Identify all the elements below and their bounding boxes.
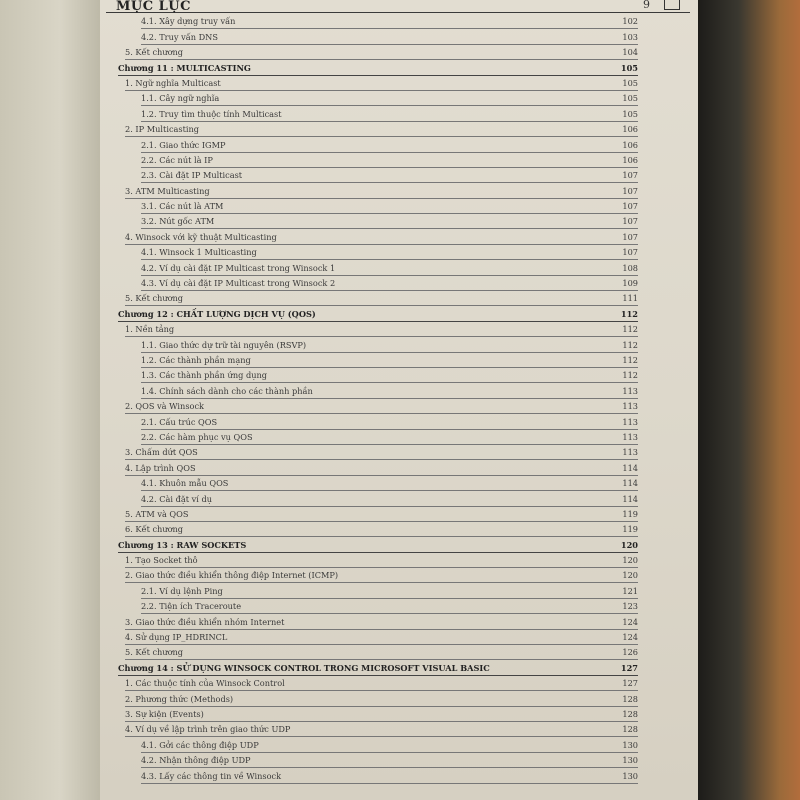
toc-leader-line: [141, 783, 638, 784]
toc-entry-label: Chương 14 : SỬ DỤNG WINSOCK CONTROL TRONG MICROSOFT VISUAL BASIC: [118, 662, 490, 673]
toc-entry-row: [110, 614, 638, 629]
toc-chapter-row: [110, 60, 638, 75]
toc-entry-page: 126: [622, 647, 638, 658]
toc-entry-row: [110, 214, 638, 229]
toc-entry-page: 124: [622, 616, 638, 627]
toc-entry-row: [110, 522, 638, 537]
toc-entry-page: 128: [622, 693, 638, 704]
toc-chapter-row: [110, 660, 638, 675]
toc-entry-row: [110, 106, 638, 121]
toc-entry-page: 111: [622, 293, 638, 304]
page-number: 9: [643, 0, 650, 11]
toc-chapter-row: [110, 306, 638, 321]
page-title: MỤC LỤC: [116, 0, 191, 14]
toc-entry-label: 2.2. Tiện ích Traceroute: [141, 601, 242, 612]
toc-entry-row: [110, 260, 638, 275]
toc-entry-label: 1.1. Cây ngữ nghĩa: [141, 93, 220, 104]
toc-entry-row: [110, 322, 638, 337]
toc-entry-page: 113: [622, 447, 638, 458]
toc-entry-label: 4.2. Truy vấn DNS: [141, 31, 218, 42]
toc-entry-row: [110, 353, 638, 368]
toc-entry-label: 1.4. Chính sách dành cho các thành phần: [141, 385, 313, 396]
toc-entry-label: 3. Chấm dứt QOS: [125, 447, 198, 458]
toc-entry-row: [110, 753, 638, 768]
toc-entry-label: 4.2. Cài đặt ví dụ: [141, 493, 212, 504]
toc-entry-page: 108: [622, 262, 638, 273]
toc-entry-page: 109: [622, 278, 638, 289]
toc-entry-page: 130: [622, 770, 638, 781]
toc-entry-label: 4.3. Lấy các thông tin về Winsock: [141, 770, 282, 781]
toc-entry-label: 2.1. Giao thức IGMP: [141, 139, 226, 150]
toc-entry-page: 120: [622, 555, 638, 566]
toc-entry-row: [110, 722, 638, 737]
toc-entry-page: 128: [622, 708, 638, 719]
toc-entry-page: 127: [622, 678, 638, 689]
toc-entry-page: 113: [622, 401, 638, 412]
toc-entry-row: [110, 676, 638, 691]
toc-entry-page: 114: [622, 462, 638, 473]
toc-entry-label: 3.2. Nút gốc ATM: [141, 216, 215, 227]
toc-entry-row: [110, 245, 638, 260]
toc-entry-row: [110, 122, 638, 137]
toc-entry-page: 112: [622, 370, 638, 381]
toc-entry-row: [110, 583, 638, 598]
book-icon: [664, 0, 680, 10]
toc-entry-page: 105: [622, 93, 638, 104]
toc-entry-page: 128: [622, 724, 638, 735]
toc-entry-label: 5. ATM và QOS: [125, 508, 189, 519]
toc-entry-row: [110, 460, 638, 475]
toc-entry-label: 3. ATM Multicasting: [125, 185, 210, 196]
toc-entry-label: 1.2. Truy tìm thuộc tính Multicast: [141, 108, 282, 119]
toc-entry-label: 1. Ngữ nghĩa Multicast: [125, 77, 221, 88]
toc-entry-row: [110, 229, 638, 244]
toc-entry-row: [110, 291, 638, 306]
toc-entry-label: 1. Tạo Socket thô: [125, 555, 198, 566]
toc-entry-label: 4. Lập trình QOS: [125, 462, 196, 473]
toc-entry-page: 106: [622, 124, 638, 135]
toc-entry-label: 6. Kết chương: [125, 524, 184, 535]
table-of-contents: [110, 14, 638, 784]
toc-entry-row: [110, 630, 638, 645]
toc-entry-row: [110, 14, 638, 29]
toc-entry-label: Chương 12 : CHẤT LƯỢNG DỊCH VỤ (QOS): [118, 308, 316, 319]
toc-entry-row: [110, 183, 638, 198]
toc-entry-page: 114: [622, 493, 638, 504]
toc-entry-label: 5. Kết chương: [125, 47, 184, 58]
toc-entry-label: 4.1. Gởi các thông điệp UDP: [141, 739, 259, 750]
toc-entry-page: 114: [622, 478, 638, 489]
toc-entry-page: 112: [622, 339, 638, 350]
toc-entry-page: 112: [622, 324, 638, 335]
toc-entry-page: 107: [622, 231, 638, 242]
toc-entry-page: 130: [622, 755, 638, 766]
toc-entry-row: [110, 414, 638, 429]
toc-chapter-row: [110, 537, 638, 552]
toc-entry-page: 121: [622, 585, 638, 596]
toc-entry-label: 1.1. Giao thức dự trữ tài nguyên (RSVP): [141, 339, 307, 350]
toc-entry-row: [110, 691, 638, 706]
toc-entry-label: 2.2. Các hàm phục vụ QOS: [141, 431, 253, 442]
toc-entry-row: [110, 368, 638, 383]
toc-entry-label: 3. Giao thức điều khiển nhóm Internet: [125, 616, 285, 627]
toc-entry-label: 4.1. Xây dựng truy vấn: [141, 16, 236, 27]
toc-entry-row: [110, 76, 638, 91]
toc-entry-label: Chương 13 : RAW SOCKETS: [118, 539, 247, 550]
toc-entry-page: 107: [622, 216, 638, 227]
toc-entry-page: 120: [620, 539, 638, 550]
toc-entry-label: 4. Winsock với kỹ thuật Multicasting: [125, 231, 277, 242]
toc-entry-label: 1. Các thuộc tính của Winsock Control: [125, 678, 285, 689]
toc-entry-label: Chương 11 : MULTICASTING: [118, 62, 251, 73]
toc-entry-label: 2.2. Các nút là IP: [141, 154, 213, 165]
background-right: [698, 0, 800, 800]
toc-entry-row: [110, 199, 638, 214]
toc-entry-row: [110, 45, 638, 60]
toc-entry-label: 2.3. Cài đặt IP Multicast: [141, 170, 243, 181]
toc-entry-page: 124: [622, 632, 638, 643]
toc-entry-page: 104: [622, 47, 638, 58]
toc-entry-label: 2. Giao thức điều khiển thông điệp Internet (ICMP): [125, 570, 339, 581]
toc-entry-row: [110, 737, 638, 752]
toc-entry-page: 112: [622, 354, 638, 365]
toc-entry-label: 1.3. Các thành phần ứng dụng: [141, 370, 267, 381]
toc-entry-row: [110, 768, 638, 783]
toc-entry-page: 119: [622, 524, 638, 535]
toc-entry-label: 5. Kết chương: [125, 647, 184, 658]
toc-entry-label: 2. IP Multicasting: [125, 124, 200, 135]
toc-entry-page: 106: [622, 139, 638, 150]
toc-entry-row: [110, 707, 638, 722]
toc-entry-page: 127: [620, 662, 638, 673]
toc-entry-label: 4.2. Nhận thông điệp UDP: [141, 755, 251, 766]
toc-entry-label: 2.1. Ví dụ lệnh Ping: [141, 585, 223, 596]
toc-entry-label: 4.1. Khuôn mẫu QOS: [141, 478, 229, 489]
toc-entry-page: 107: [622, 170, 638, 181]
toc-entry-row: [110, 491, 638, 506]
toc-entry-page: 120: [622, 570, 638, 581]
book-page: [100, 0, 698, 800]
background-left: [0, 0, 100, 800]
toc-entry-label: 2. QOS và Winsock: [125, 401, 205, 412]
toc-entry-label: 3.1. Các nút là ATM: [141, 201, 224, 212]
toc-entry-row: [110, 476, 638, 491]
toc-entry-page: 113: [622, 416, 638, 427]
toc-entry-row: [110, 153, 638, 168]
toc-entry-row: [110, 29, 638, 44]
toc-entry-label: 2.1. Cấu trúc QOS: [141, 416, 218, 427]
toc-entry-label: 1.2. Các thành phần mạng: [141, 354, 251, 365]
toc-entry-page: 103: [622, 31, 638, 42]
toc-entry-label: 2. Phương thức (Methods): [125, 693, 234, 704]
toc-entry-label: 4. Ví dụ về lập trình trên giao thức UDP: [125, 724, 291, 735]
toc-entry-row: [110, 337, 638, 352]
toc-entry-page: 130: [622, 739, 638, 750]
toc-entry-page: 105: [622, 77, 638, 88]
toc-entry-label: 4.3. Ví dụ cài đặt IP Multicast trong Winsock 2: [141, 278, 336, 289]
page-header: [106, 0, 690, 13]
toc-entry-page: 106: [622, 154, 638, 165]
toc-entry-row: [110, 430, 638, 445]
toc-entry-row: [110, 645, 638, 660]
toc-entry-label: 4.1. Winsock 1 Multicasting: [141, 247, 257, 258]
toc-entry-page: 113: [622, 431, 638, 442]
toc-entry-row: [110, 568, 638, 583]
toc-entry-page: 123: [622, 601, 638, 612]
toc-entry-row: [110, 599, 638, 614]
toc-entry-page: 113: [622, 385, 638, 396]
toc-entry-page: 107: [622, 247, 638, 258]
toc-entry-row: [110, 399, 638, 414]
toc-entry-row: [110, 553, 638, 568]
toc-entry-page: 112: [620, 308, 638, 319]
toc-entry-page: 102: [622, 16, 638, 27]
toc-entry-page: 105: [620, 62, 638, 73]
toc-entry-page: 107: [622, 201, 638, 212]
toc-entry-label: 4. Sử dụng IP_HDRINCL: [125, 632, 228, 643]
toc-entry-label: 4.2. Ví dụ cài đặt IP Multicast trong Winsock 1: [141, 262, 336, 273]
toc-entry-page: 107: [622, 185, 638, 196]
toc-entry-row: [110, 168, 638, 183]
toc-entry-label: 1. Nền tảng: [125, 324, 175, 335]
toc-entry-row: [110, 137, 638, 152]
toc-entry-row: [110, 383, 638, 398]
toc-entry-row: [110, 276, 638, 291]
toc-entry-row: [110, 507, 638, 522]
toc-entry-row: [110, 445, 638, 460]
toc-entry-label: 5. Kết chương: [125, 293, 184, 304]
toc-entry-label: 3. Sự kiện (Events): [125, 708, 204, 719]
toc-entry-page: 119: [622, 508, 638, 519]
toc-entry-page: 105: [622, 108, 638, 119]
toc-entry-row: [110, 91, 638, 106]
